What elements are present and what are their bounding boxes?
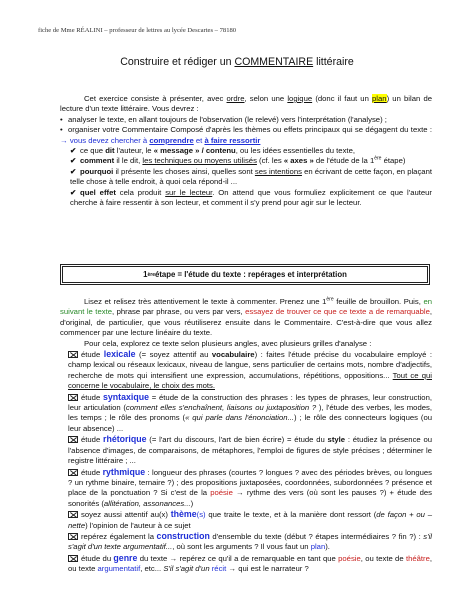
intro-section [60,94,432,208]
bullet-icon: • [60,125,63,135]
check-icon: ✔ [70,146,77,156]
checkbox-cross-icon [68,469,78,476]
check-icon: ✔ [70,187,77,197]
item-genre: étude du genre du texte → repérez ce qu'il a de remarquable en tant que poésie, ou texte de théâtre, ou texte argumentatif, etc... S'il s'agit d'un récit → qui est le narrateur ? [68,552,433,574]
checkbox-cross-icon [68,351,78,358]
item-lexicale: étude lexicale (= soyez attentif au vocabulaire) : faites l'étude précise du vocabulaire employé : champ lexical ou réseaux lexicaux, niveau de langue, sens particulier de certains mots, nombre d'adjectifs, recherche de mots qui intensifient une expression, accumulations, répétitions, oppositions... Tout ce qui concerne le vocabulaire, le choix des mots. [68,349,432,391]
plan-highlight: plan [372,94,387,103]
checkbox-cross-icon [68,511,78,518]
paragraph-lisez: Lisez et relisez très attentivement le texte à commenter. Prenez une 1ère feuille de brouillon. Puis, en suivant le texte, phrase par phrase, ou vers par vers, essayez de trouver ce que ce texte a de remarquable, d'original, de particulier, que vous réutiliserez ensuite dans le Commentaire. C'est-à-dire que vous allez commencer par une lecture linéaire du texte. [60,296,433,338]
bullet-organiser: • organiser votre Commentaire Composé d'après les thèmes ou effets principaux qui se dégagent du texte : → vous devez chercher à comprendre et à faire ressortir [60,125,432,145]
step-section [60,297,432,575]
bullet-icon: • [60,114,63,124]
intro-paragraph: Cet exercice consiste à présenter, avec ordre, selon une logique (donc il faut un plan) un bilan de lecture d'un texte littéraire. Vous devrez : [60,94,432,114]
checkbox-cross-icon [68,394,78,401]
checkbox-cross-icon [68,436,78,443]
step-title: 1 ère étape = l'étude du texte : repérages et interprétation [62,266,428,283]
check-pourquoi: ✔ pourquoi il présente les choses ainsi, quelles sont ses intentions en écrivant de cette façon, en plaçant telle chose à telle endroit, à quoi cela répond-il ... [70,166,432,187]
check-ce-que-dit: ✔ ce que dit l'auteur, le « message » / contenu, ou les idées essentielles du texte, [70,146,355,156]
item-construction: repérez également la construction d'ensemble du texte (début ? étapes intermédiaires ? fin ?) : s'il s'agit d'un texte argumentatif..., où sont les arguments ? Il vous faut un plan). [68,530,432,552]
check-comment: ✔ comment il le dit, les techniques ou moyens utilisés (cf. les « axes » de l'étude de la 1ère étape) [70,155,406,166]
item-theme: soyez aussi attentif au(x) thème(s) que traite le texte, et à la manière dont ressort (de façon + ou – nette) l'opinion de l'auteur à ce sujet [68,509,433,530]
checkbox-cross-icon [68,555,78,562]
page-title: Construire et rédiger un COMMENTAIRE littéraire [120,56,354,68]
check-icon: ✔ [70,156,77,166]
check-icon: ✔ [70,166,77,176]
bullet-analyser: • analyser le texte, en allant toujours de l'observation (le relevé) vers l'interprétation (l'analyse) ; [60,114,387,124]
item-rhetorique: étude rhétorique (= l'art du discours, l'art de bien écrire) = étude du style : étudiez la présence ou l'absence d'images, de comparaisons, de métaphores, l'emploi de figures de style précises ; déterminer le registre littéraire ; ... [68,434,433,466]
item-rythmique: étude rythmique : longueur des phrases (courtes ? longues ? avec des périodes brèves, ou longues ? un rythme binaire, ternaire ?) ; des propositions juxtaposées, coordonnées, subordonnées ? présence et place de la ponctuation ? Si c'est de la poésie → rythme des vers (où sont les pauses ?) + étude des sonorités (allitération, assonances...) [68,466,433,508]
step-box [60,264,430,285]
check-quel-effet: ✔ quel effet cela produit sur le lecteur. On attend que vous formuliez explicitement ce que l'auteur cherche à faire ressentir à son lecteur, et comment il s'y prend pour agir sur le lecteur. [70,187,432,208]
item-syntaxique: étude syntaxique = étude de la construction des phrases : les types de phrases, leur construction, leur articulation (comment elles s'enchaînent, liaisons ou juxtaposition ? ), l'étude des verbes, les modes, les temps ; le rôle des pronoms (« qui parle dans l'énonciation...) ; le rôle des connecteurs logiques (ou leur absence) ... [68,391,432,433]
page-header: fiche de Mme RÉALINI – professeur de lettres au lycée Descartes – 78180 [38,27,237,34]
paragraph-explorez: Pour cela, explorez ce texte selon plusieurs angles, avec plusieurs grilles d'analyse : [84,338,372,348]
checkbox-cross-icon [68,533,78,540]
